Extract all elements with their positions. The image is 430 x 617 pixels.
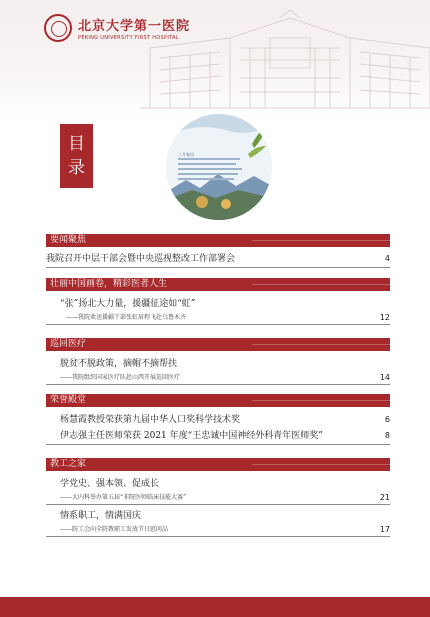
entry-title: 我院召开中层干部会暨中央巡视整改工作部署会 xyxy=(46,254,236,264)
hospital-logo xyxy=(44,14,190,42)
toc-section-honors xyxy=(46,394,390,445)
toc-subentry[interactable] xyxy=(46,492,390,504)
divider xyxy=(46,444,390,445)
hospital-seal-icon xyxy=(44,14,72,42)
subentry-title: ——我院欢送援疆干部张虹眉程飞赴乌鲁木齐 xyxy=(66,314,187,321)
entry-page: 17 xyxy=(379,525,390,534)
cover-title: 三月春讯 xyxy=(178,152,194,157)
toc-section-medical-tour xyxy=(46,338,390,385)
toc-entry[interactable] xyxy=(46,296,390,312)
section-heading: 要闻聚焦 xyxy=(46,234,390,247)
divider xyxy=(46,267,390,268)
divider xyxy=(46,324,390,325)
logo-chinese-name: 北京大学第一医院 xyxy=(78,19,191,34)
entry-page: 6 xyxy=(384,415,390,424)
cover-text-block xyxy=(178,158,242,183)
toc-subentry[interactable] xyxy=(46,312,390,324)
entry-page: 8 xyxy=(384,431,390,440)
entry-page: 21 xyxy=(379,493,390,502)
toc-section-staff-home xyxy=(46,458,390,537)
footer-bar xyxy=(0,597,430,617)
entry-page: 14 xyxy=(379,373,390,382)
section-heading: 荣誉殿堂 xyxy=(46,394,390,407)
section-heading: 教工之家 xyxy=(46,458,390,471)
toc-subentry[interactable] xyxy=(46,524,390,536)
toc-title-char-1: 目 xyxy=(68,134,85,154)
toc-title-box xyxy=(60,124,93,188)
cover-thumbnail xyxy=(166,114,272,220)
entry-title: 学党史、强本领、促成长 xyxy=(60,479,160,489)
entry-title: “张”扬北大力量，援疆征途如“虹” xyxy=(60,299,196,309)
subentry-title: ——我院组织国家医疗队赴山西开展巡回医疗 xyxy=(60,374,181,381)
logo-english-name: PEKING UNIVERSITY FIRST HOSPITAL xyxy=(78,35,179,41)
entry-title: 伊志强主任医师荣获 2021 年度“王忠诚中国神经外科青年医师奖” xyxy=(60,431,323,441)
toc-entry[interactable] xyxy=(46,476,390,492)
divider xyxy=(46,504,390,505)
section-heading: 壮丽中国画卷，精彩医者人生 xyxy=(46,278,390,291)
divider xyxy=(46,384,390,385)
toc-subentry[interactable] xyxy=(46,372,390,384)
entry-title: 脱贫不脱政策，摘帽不摘帮扶 xyxy=(60,359,178,369)
toc-entry[interactable] xyxy=(46,412,390,428)
subentry-title: ——大内科举办第五届“非院医师临床技能大赛” xyxy=(60,494,187,501)
toc-entry[interactable] xyxy=(46,356,390,372)
section-heading: 巡回医疗 xyxy=(46,338,390,351)
entry-page: 12 xyxy=(379,313,390,322)
subentry-title: ——院工会向全院教职工发放节日慰问品 xyxy=(60,526,169,533)
toc-entry[interactable] xyxy=(46,251,390,267)
toc-section-news xyxy=(46,234,390,268)
divider xyxy=(46,536,390,537)
toc-entry[interactable] xyxy=(46,428,390,444)
header-band xyxy=(0,0,430,120)
entry-title: 情系职工，情满国庆 xyxy=(60,511,142,521)
toc-title-char-2: 录 xyxy=(68,158,85,178)
entry-page: 4 xyxy=(384,254,390,263)
entry-title: 杨慧霞教授荣获第九届中华人口奖科学技术奖 xyxy=(60,415,241,425)
toc-section-china xyxy=(46,278,390,325)
toc-entry[interactable] xyxy=(46,508,390,524)
